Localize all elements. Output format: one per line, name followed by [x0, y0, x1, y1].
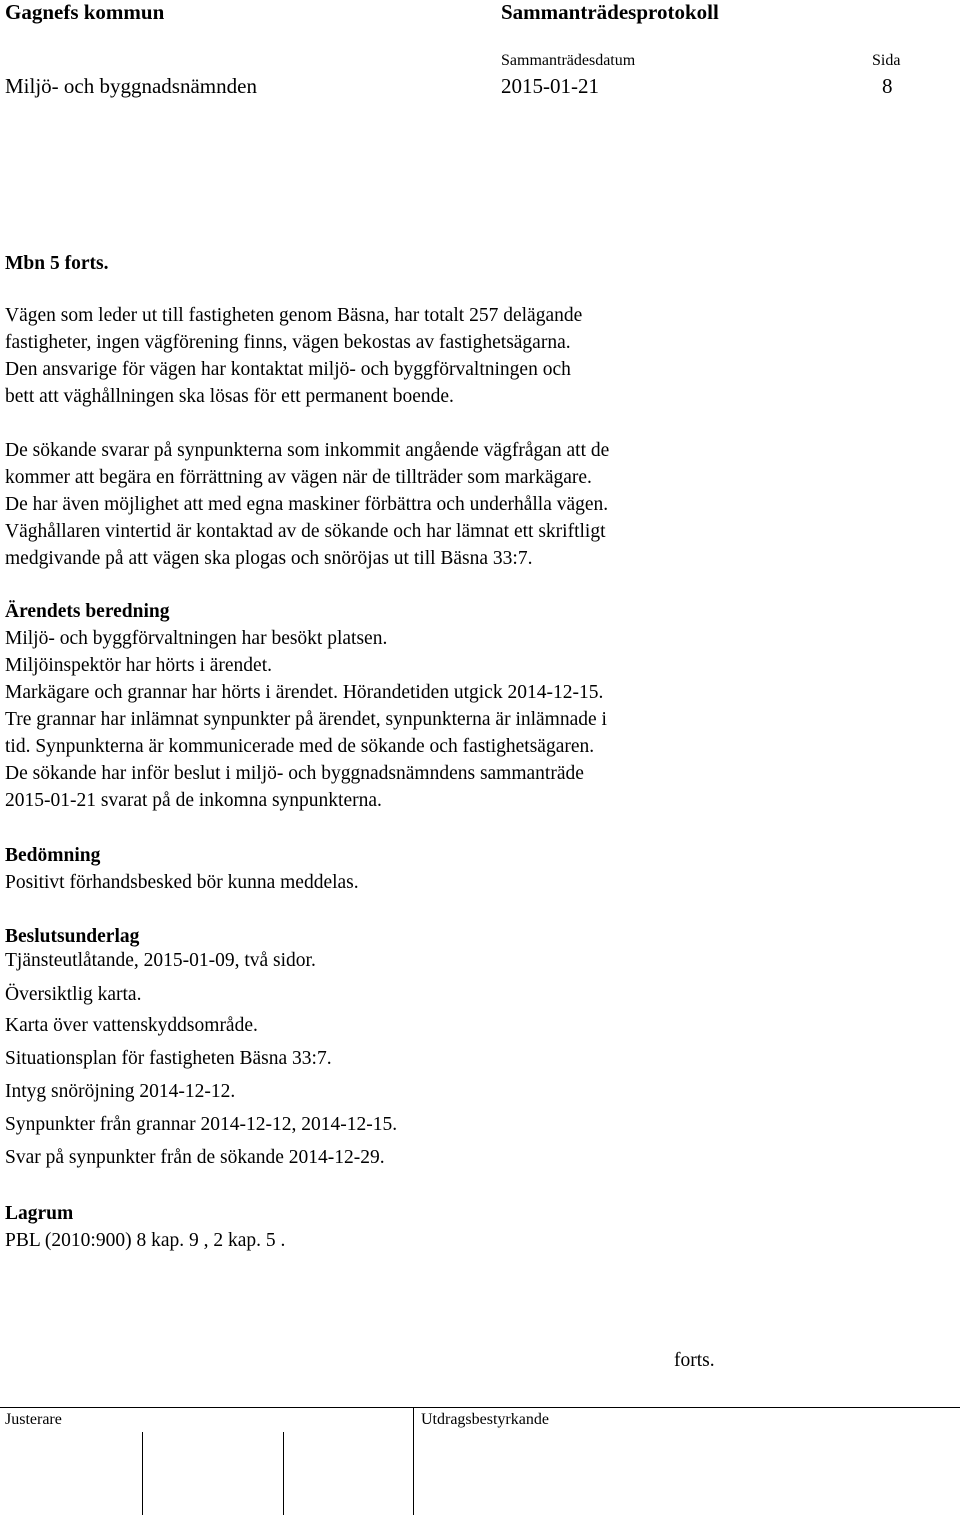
- footer-divider: [0, 1407, 960, 1408]
- list-item: Situationsplan för fastigheten Bäsna 33:7.: [5, 1048, 332, 1069]
- list-item: Karta över vattenskyddsområde.: [5, 1015, 258, 1036]
- text-line: Vägen som leder ut till fastigheten genom Bäsna, har totalt 257 delägande: [5, 305, 583, 326]
- text-line: Miljöinspektör har hörts i ärendet.: [5, 655, 272, 676]
- meeting-date: 2015-01-21: [501, 74, 599, 98]
- list-item: Tjänsteutlåtande, 2015-01-09, två sidor.: [5, 950, 316, 971]
- paragraph-applicants-reply: [5, 437, 945, 572]
- page-number: 8: [882, 74, 893, 98]
- text-line: De sökande svarar på synpunkterna som inkommit angående vägfrågan att de: [5, 440, 610, 461]
- signature-box-divider: [413, 1407, 414, 1515]
- signature-box-divider: [283, 1432, 284, 1515]
- section-heading-beslutsunderlag: Beslutsunderlag: [5, 926, 140, 947]
- meeting-date-label: Sammanträdesdatum: [501, 52, 636, 69]
- text-line: kommer att begära en förrättning av vägen när de tillträder som markägare.: [5, 467, 592, 488]
- text-line: bett att väghållningen ska lösas för ett permanent boende.: [5, 386, 454, 407]
- list-item: Översiktlig karta.: [5, 984, 142, 1005]
- continued-marker: forts.: [674, 1350, 715, 1371]
- list-item: Svar på synpunkter från de sökande 2014-12-29.: [5, 1147, 385, 1168]
- utdragsbestyrkande-label: Utdragsbestyrkande: [421, 1411, 549, 1428]
- section-heading: Bedömning: [5, 845, 101, 866]
- municipality-name: Gagnefs kommun: [5, 0, 165, 24]
- page-label: Sida: [872, 52, 901, 69]
- section-bedomning: [5, 842, 945, 896]
- signature-box-divider: [142, 1432, 143, 1515]
- paragraph-road: [5, 302, 945, 410]
- text-line: Tre grannar har inlämnat synpunkter på ärendet, synpunkterna är inlämnade i: [5, 709, 607, 730]
- text-line: fastigheter, ingen vägförening finns, vägen bekostas av fastighetsägarna.: [5, 332, 571, 353]
- section-lagrum: [5, 1200, 945, 1254]
- text-line: PBL (2010:900) 8 kap. 9 , 2 kap. 5 .: [5, 1230, 286, 1251]
- list-item: Synpunkter från grannar 2014-12-12, 2014-12-15.: [5, 1114, 398, 1135]
- committee-name: Miljö- och byggnadsnämnden: [5, 74, 257, 98]
- section-heading: Lagrum: [5, 1203, 74, 1224]
- section-reference: Mbn 5 forts.: [5, 253, 109, 274]
- text-line: 2015-01-21 svarat på de inkomna synpunkterna.: [5, 790, 382, 811]
- list-item: Intyg snöröjning 2014-12-12.: [5, 1081, 236, 1102]
- text-line: Positivt förhandsbesked bör kunna meddelas.: [5, 872, 359, 893]
- text-line: Miljö- och byggförvaltningen har besökt platsen.: [5, 628, 388, 649]
- text-line: De har även möjlighet att med egna maskiner förbättra och underhålla vägen.: [5, 494, 609, 515]
- section-beredning: [5, 598, 945, 814]
- text-line: De sökande har inför beslut i miljö- och byggnadsnämndens sammanträde: [5, 763, 584, 784]
- text-line: medgivande på att vägen ska plogas och snöröjas ut till Bäsna 33:7.: [5, 548, 533, 569]
- text-line: Den ansvarige för vägen har kontaktat miljö- och byggförvaltningen och: [5, 359, 571, 380]
- justerare-label: Justerare: [5, 1411, 62, 1428]
- text-line: Markägare och grannar har hörts i ärendet. Hörandetiden utgick 2014-12-15.: [5, 682, 604, 703]
- text-line: Väghållaren vintertid är kontaktad av de sökande och har lämnat ett skriftligt: [5, 521, 606, 542]
- text-line: tid. Synpunkterna är kommunicerade med de sökande och fastighetsägaren.: [5, 736, 595, 757]
- document-type: Sammanträdesprotokoll: [501, 0, 719, 24]
- section-heading: Ärendets beredning: [5, 601, 170, 622]
